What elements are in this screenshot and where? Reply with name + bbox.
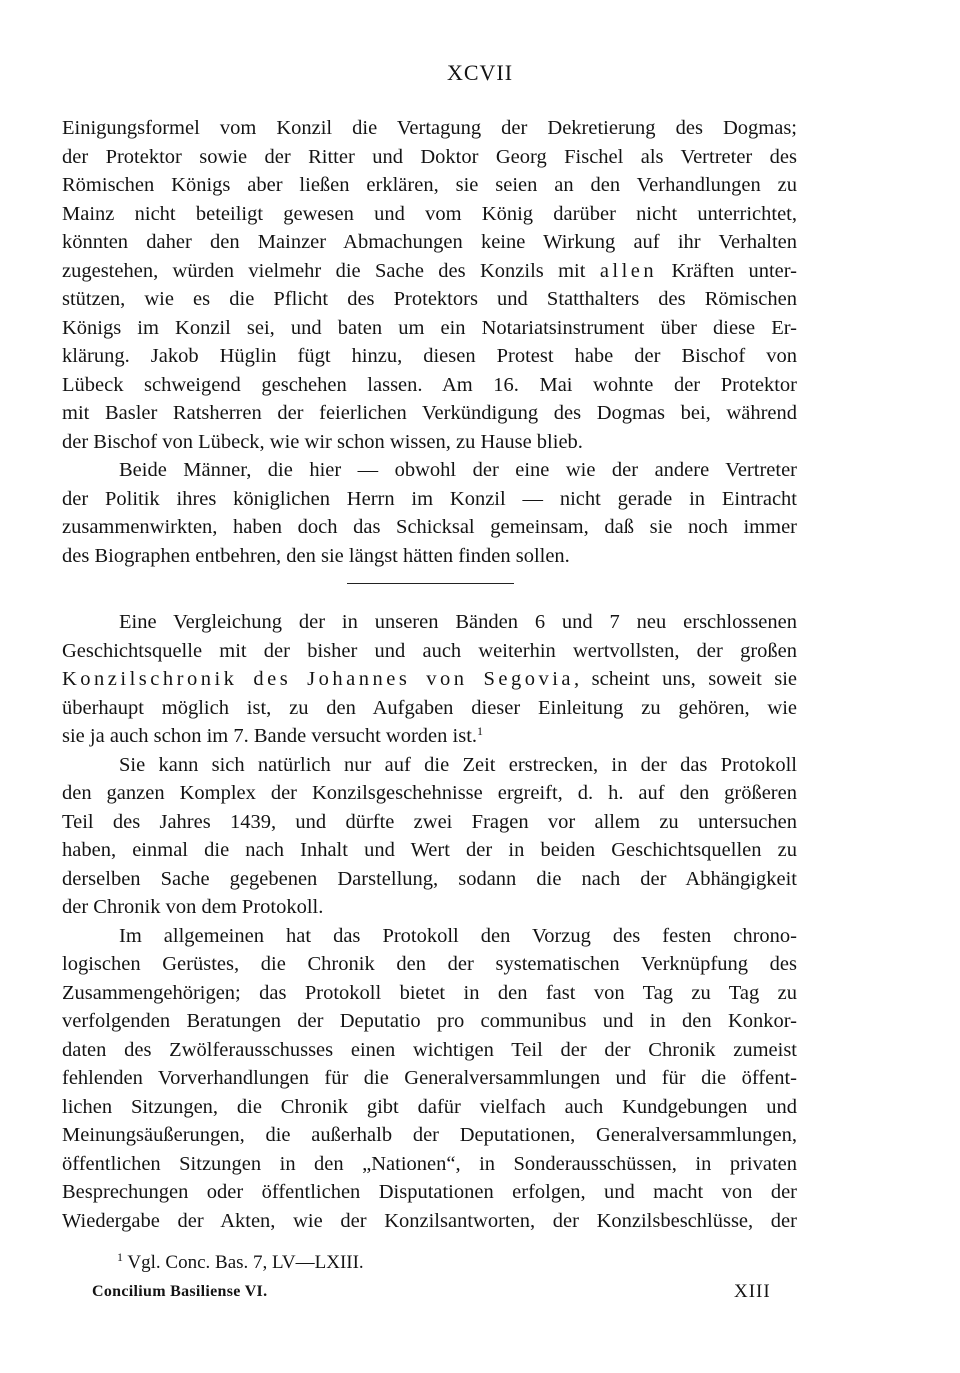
- section-divider: [347, 583, 514, 584]
- footnote-reference[interactable]: 1: [477, 724, 484, 738]
- text-line: Mainz nicht beteiligt gewesen und vom König darüber nicht unterrichtet,: [62, 202, 797, 225]
- text-section-1: [62, 114, 797, 570]
- text-line: der Protektor sowie der Ritter und Doktor Georg Fischel als Vertreter des: [62, 145, 797, 168]
- text-line: Geschichtsquelle mit der bisher und auch weiterhin wertvollsten, der großen: [62, 639, 797, 662]
- text-line: überhaupt möglich ist, zu den Aufgaben dieser Einleitung zu gehören, wie: [62, 696, 797, 719]
- text-fragment: zugestehen, würden vielmehr die Sache des Konzils mit: [62, 259, 600, 282]
- text-line: der Politik ihres königlichen Herrn im Konzil — nicht gerade in Eintracht: [62, 487, 797, 510]
- text-line: stützen, wie es die Pflicht des Protektors und Statthalters des Römischen: [62, 288, 797, 310]
- page-number-header: XCVII: [446, 60, 514, 85]
- text-line: Wiedergabe der Akten, wie der Konzilsantworten, der Konzilsbeschlüsse, der: [62, 1209, 797, 1232]
- text-line: [62, 257, 797, 286]
- text-line: logischen Gerüstes, die Chronik den der systematischen Verknüpfung des: [62, 953, 797, 975]
- text-line: haben, einmal die nach Inhalt und Wert der in beiden Geschichtsquellen zu: [62, 839, 797, 861]
- text-line: Lübeck schweigend geschehen lassen. Am 16. Mai wohnte der Protektor: [62, 373, 797, 396]
- text-line: könnten daher den Mainzer Abmachungen keine Wirkung auf ihr Verhalten: [62, 231, 797, 253]
- spaced-emphasis: allen: [599, 259, 658, 282]
- text-line: Römischen Königs aber ließen erklären, sie seien an den Verhandlungen zu: [62, 174, 797, 196]
- text-line: der Bischof von Lübeck, wie wir schon wissen, zu Hause blieb.: [62, 430, 583, 453]
- sheet-signature: XIII: [734, 1281, 771, 1302]
- footnote-marker: 1: [117, 1250, 123, 1264]
- text-line: daten des Zwölferausschusses einen wichtigen Teil der der Chronik zumeist: [62, 1038, 797, 1061]
- text-line: Beide Männer, die hier — obwohl der eine wie der andere Vertreter: [119, 459, 797, 481]
- text-line: fehlenden Vorverhandlungen für die Generalversammlungen und für die öffent-: [62, 1067, 797, 1089]
- text-line: Königs im Konzil sei, und baten um ein Notariatsinstrument über diese Er-: [62, 316, 797, 339]
- text-line: den ganzen Komplex der Konzilsgeschehnisse ergreift, d. h. auf den größeren: [62, 782, 797, 804]
- text-line: klärung. Jakob Hüglin fügt hinzu, diesen Protest habe der Bischof von: [62, 345, 797, 367]
- text-line: mit Basler Ratsherren der feierlichen Verkündigung des Dogmas bei, während: [62, 402, 797, 424]
- text-line: Im allgemeinen hat das Protokoll den Vorzug des festen chrono-: [119, 924, 797, 947]
- text-line: Besprechungen oder öffentlichen Disputationen erfolgen, und macht von der: [62, 1181, 797, 1203]
- text-section-2: [62, 608, 797, 1235]
- text-line: [62, 665, 797, 694]
- text-line: zusammenwirkten, haben doch das Schicksal gemeinsam, daß sie noch immer: [62, 516, 797, 538]
- footnote-text: Vgl. Conc. Bas. 7, LV—LXIII.: [127, 1252, 364, 1273]
- text-line: derselben Sache gegebenen Darstellung, sodann die nach der Abhängigkeit: [62, 867, 797, 890]
- text-line: lichen Sitzungen, die Chronik gibt dafür vielfach auch Kundgebungen und: [62, 1095, 797, 1118]
- text-line: Einigungsformel vom Konzil die Vertagung der Dekretierung des Dogmas;: [62, 117, 797, 139]
- text-line: Zusammengehörigen; das Protokoll bietet in den fast von Tag zu Tag zu: [62, 981, 797, 1004]
- text-line: der Chronik von dem Protokoll.: [62, 896, 324, 918]
- text-line: Sie kann sich natürlich nur auf die Zeit erstrecken, in der das Protokoll: [119, 753, 797, 776]
- text-line: Meinungsäußerungen, die außerhalb der Deputationen, Generalversammlungen,: [62, 1124, 797, 1146]
- text-line: verfolgenden Beratungen der Deputatio pro communibus und in den Konkor-: [62, 1010, 797, 1032]
- spaced-emphasis: Konzilschronik des Johannes von Segovia: [62, 668, 575, 690]
- text-fragment: Kräften unter-: [657, 259, 797, 282]
- text-fragment: sie ja auch schon im 7. Bande versucht worden ist.: [62, 725, 478, 747]
- text-line: öffentlichen Sitzungen in den „Nationen“, in Sonderausschüssen, in privaten: [62, 1152, 797, 1175]
- text-line: des Biographen entbehren, den sie längst hätten finden sollen.: [62, 544, 570, 567]
- footnote: [117, 1252, 364, 1274]
- text-line: Eine Vergleichung der in unseren Bänden 6 und 7 neu erschlossenen: [119, 611, 797, 633]
- printer-signature: Concilium Basiliense VI.: [92, 1283, 268, 1300]
- text-fragment: , scheint uns, soweit sie: [574, 668, 797, 690]
- text-line: [62, 722, 797, 751]
- text-line: Teil des Jahres 1439, und dürfte zwei Fragen vor allem zu untersuchen: [62, 810, 797, 833]
